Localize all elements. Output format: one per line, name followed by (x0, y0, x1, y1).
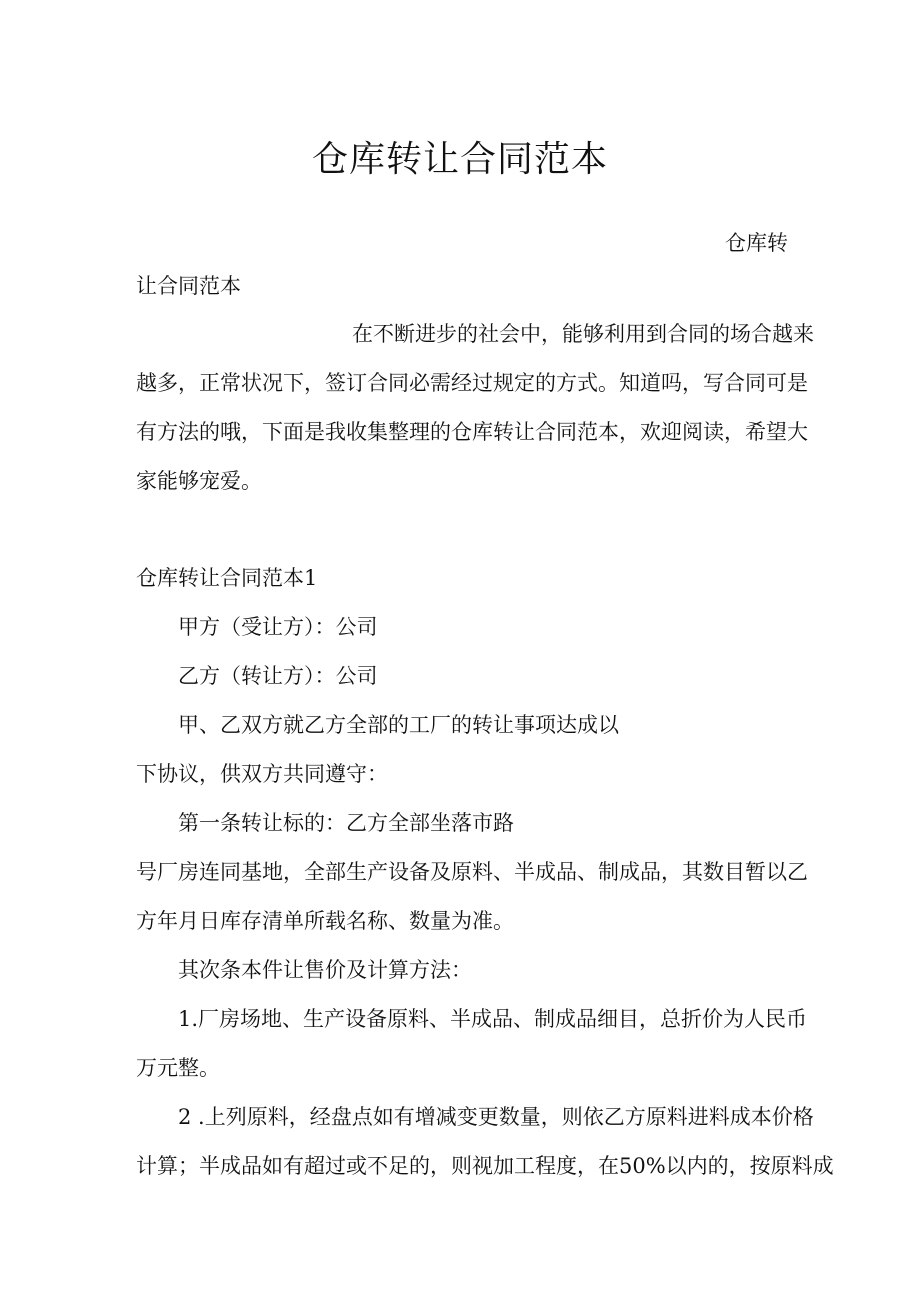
intro-paragraph-line: 在不断进步的社会中，能够利用到合同的场合越来 (352, 322, 814, 346)
intro-paragraph-line: 越多，正常状况下，签订合同必需经过规定的方式。知道吗，写合同可是 (136, 371, 808, 395)
article-1-line: 第一条转让标的：乙方全部坐落市路 (178, 811, 514, 835)
intro-header-continue: 让合同范本 (136, 274, 241, 298)
agreement-line: 甲、乙双方就乙方全部的工厂的转让事项达成以 (178, 713, 619, 737)
party-b-line: 乙方（转让方）：公司 (178, 664, 378, 688)
agreement-line: 下协议，供双方共同遵守： (136, 762, 388, 786)
article-2-heading: 其次条本件让售价及计算方法： (178, 958, 472, 982)
intro-paragraph-line: 有方法的哦，下面是我收集整理的仓库转让合同范本，欢迎阅读，希望大 (136, 420, 808, 444)
article-1-line: 方年月日库存清单所载名称、数量为准。 (136, 909, 514, 933)
item-2-line: 计算；半成品如有超过或不足的，则视加工程度，在50%以内的，按原料成 (136, 1154, 834, 1178)
item-1-line: 1.厂房场地、生产设备原料、半成品、制成品细目，总折价为人民币 (178, 1007, 808, 1031)
item-1-line: 万元整。 (136, 1056, 220, 1080)
intro-header-right: 仓库转 (725, 231, 788, 255)
document-title: 仓库转让合同范本 (311, 139, 608, 180)
article-1-line: 号厂房连同基地，全部生产设备及原料、半成品、制成品，其数目暂以乙 (136, 860, 808, 884)
party-a-line: 甲方（受让方）：公司 (178, 615, 378, 639)
section-heading: 仓库转让合同范本1 (136, 566, 318, 590)
item-2-line: 2 .上列原料，经盘点如有增减变更数量，则依乙方原料进料成本价格 (178, 1105, 814, 1129)
intro-paragraph-line: 家能够宠爱。 (136, 469, 262, 493)
